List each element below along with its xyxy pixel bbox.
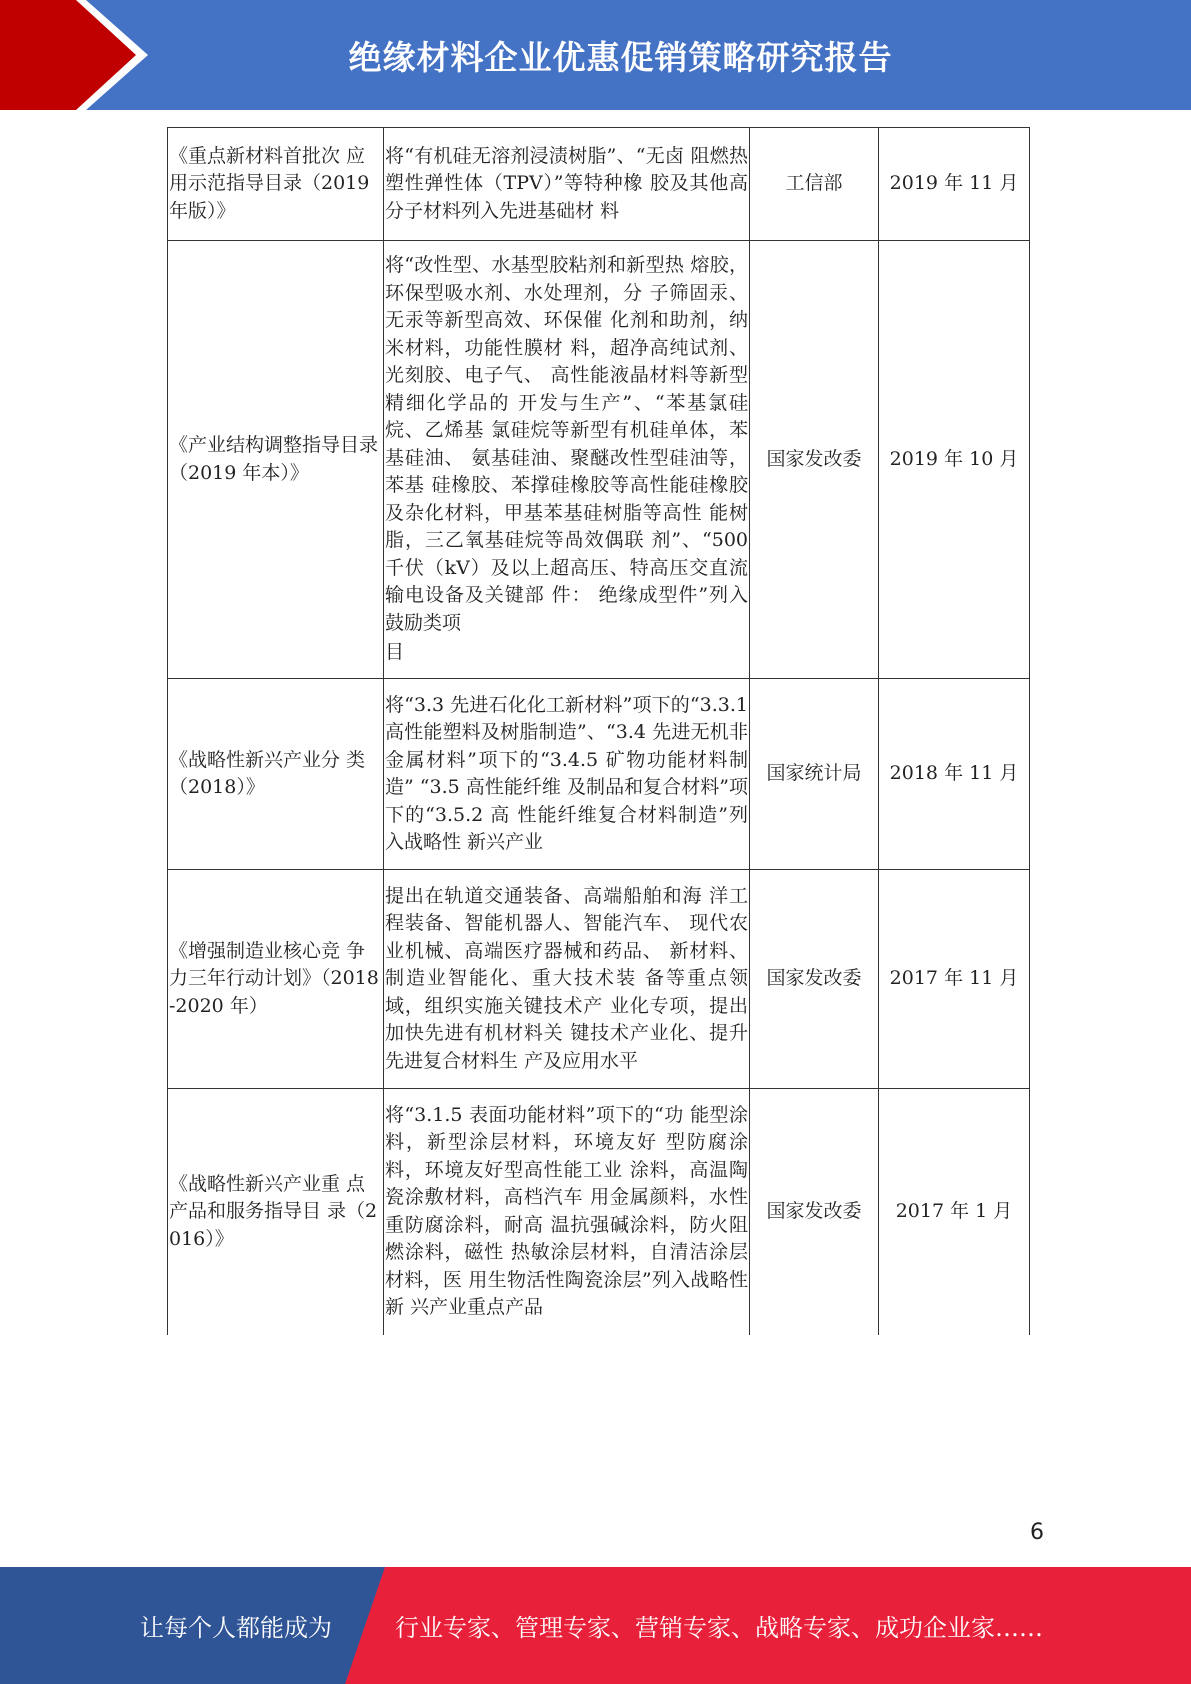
issuing-department: 国家统计局 [750,679,879,870]
policy-content-text: 提出在轨道交通装备、高端船舶和海 洋工程装备、智能机器人、智能汽车、 现代农业机械、高端医疗器械和药品、 新材料、制造业智能化、重大技术装 备等重点领域，组织实施关键技术产 业化专项，提出加快先进有机材料关 键技术产业化、提升先进复合材料生 产及应用水平 [385,884,748,1072]
header-chevron-icon [0,0,160,110]
table-row [168,679,1030,870]
table-row [168,128,1030,241]
issue-date: 2018 年 11 月 [879,679,1030,870]
policy-content [384,128,750,241]
policy-content-text: 将“有机硅无溶剂浸渍树脂”、“无卤 阻燃热塑性弹性体（TPV）”等特种橡 胶及其他高分子材料列入先进基础材 料 [385,144,748,222]
issue-date: 2019 年 11 月 [879,128,1030,241]
policy-content-tail: 目 [385,641,405,664]
policy-content-text: 将“3.1.5 表面功能材料”项下的“功 能型涂料，新型涂层材料，环境友好 型防腐涂料，环境友好型高性能工业 涂料，高温陶瓷涂敷材料，高档汽车 用金属颜料，水性重防腐涂料，耐高 温抗强碱涂料，防火阻燃涂料，磁性 热敏涂层材料，自清洁涂层材料，医 用生物活性陶瓷涂层”列入战略性新 兴产业重点产品 [385,1103,748,1319]
table-row [168,241,1030,679]
policy-content-text: 将“改性型、水基型胶粘剂和新型热 熔胶，环保型吸水剂、水处理剂，分 子筛固汞、无汞等新型高效、环保催 化剂和助剂，纳米材料，功能性膜材 料，超净高纯试剂、光刻胶、电子气、 高性能液晶材料等新型精细化学品的 开发与生产”、“苯基氯硅烷、乙烯基 氯硅烷等新型有机硅单体，苯基硅油、 氨基硅油、聚醚改性型硅油等，苯基 硅橡胶、苯撑硅橡胶等高性能硅橡胶 及杂化材料，甲基苯基硅树脂等高性 能树脂，三乙氧基硅烷等咼效偶联 剂”、“500 千伏（kV）及以上超高压、特高压交直流输电设备及关键部 件： 绝缘成型件”列入鼓励类项 [385,254,748,634]
issue-date: 2019 年 10 月 [879,241,1030,679]
policy-content-text: 将“3.3 先进石化化工新材料”项下的“3.3.1 高性能塑料及树脂制造”、“3.4 先进无机非金属材料”项下的“3.4.5 矿物功能材料制造” “3.5 高性能纤维 及制品和复合材料”项下的“3.5.2 高 性能纤维复合材料制造”列入战略性 新兴产业 [385,693,748,853]
policy-name: 《战略性新兴产业分 类（2018）》 [168,679,384,870]
policy-content [384,1089,750,1335]
page-footer [0,1567,1191,1684]
table-row [168,870,1030,1089]
issuing-department: 工信部 [750,128,879,241]
issue-date: 2017 年 1 月 [879,1089,1030,1335]
footer-slogan-left: 让每个人都能成为 [140,1614,332,1642]
policy-name: 《重点新材料首批次 应用示范指导目录（2019 年版）》 [168,128,384,241]
footer-slogan-right: 行业专家、管理专家、营销专家、战略专家、成功企业家…… [395,1614,1043,1642]
page-number: 6 [1030,1520,1044,1545]
policy-table [167,127,1030,1335]
policy-name: 《增强制造业核心竞 争力三年行动计划》（2018-2020 年） [168,870,384,1089]
issue-date: 2017 年 11 月 [879,870,1030,1089]
table-row [168,1089,1030,1335]
page-header [0,0,1191,110]
policy-name: 《战略性新兴产业重 点产品和服务指导目 录（2016）》 [168,1089,384,1335]
issuing-department: 国家发改委 [750,241,879,679]
policy-name: 《产业结构调整指导目录（2019 年本）》 [168,241,384,679]
policy-content [384,679,750,870]
document-title: 绝缘材料企业优惠促销策略研究报告 [348,37,893,77]
policy-content [384,870,750,1089]
issuing-department: 国家发改委 [750,1089,879,1335]
policy-content [384,241,750,679]
issuing-department: 国家发改委 [750,870,879,1089]
